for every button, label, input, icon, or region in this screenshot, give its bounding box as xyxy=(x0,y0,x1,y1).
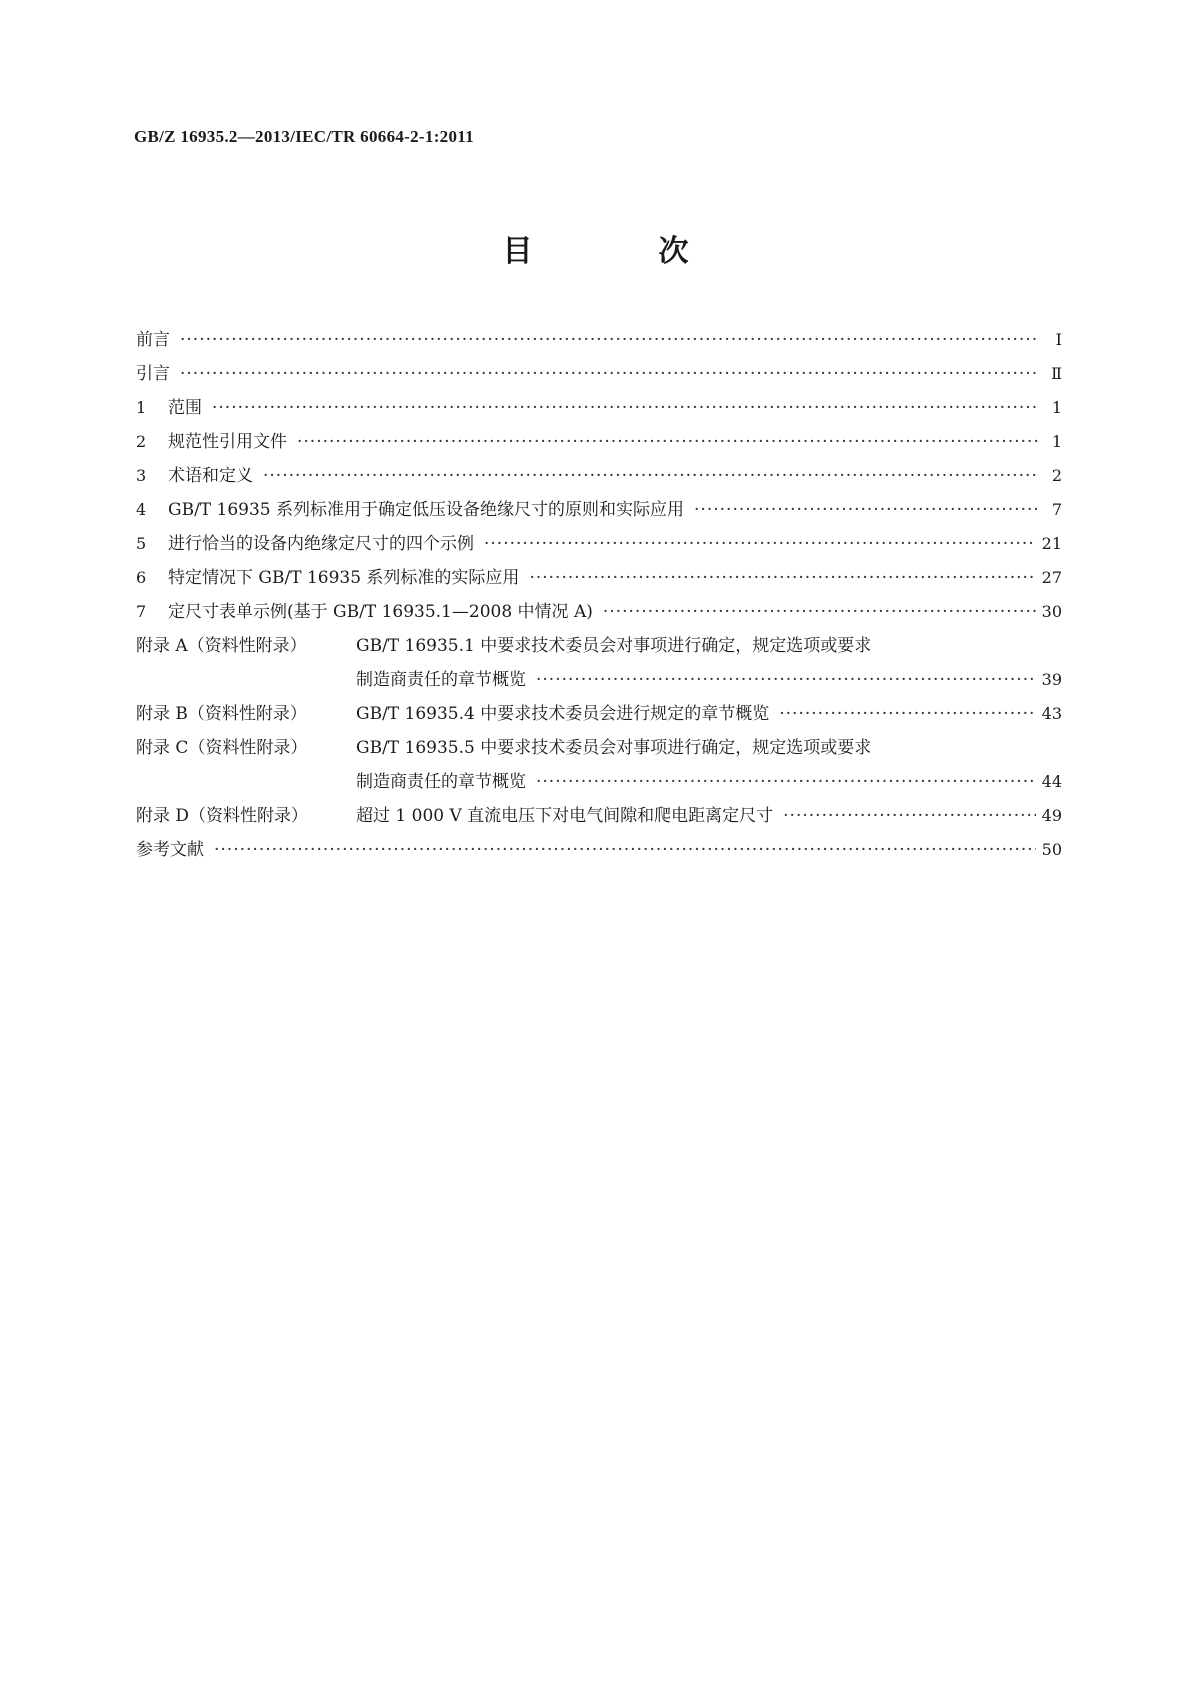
toc-entry-label: 术语和定义 xyxy=(168,466,253,486)
toc-entry-number: 1 xyxy=(136,398,147,417)
toc-page-number: 50 xyxy=(1041,840,1062,859)
toc-entry-label: 前言 xyxy=(136,330,170,350)
toc-annex-c[interactable] xyxy=(136,734,1062,762)
annex-title-line1: GB/T 16935.5 中要求技术委员会对事项进行确定，规定选项或要求 xyxy=(356,738,872,758)
toc-entry-number: 2 xyxy=(136,432,147,451)
dot-leader xyxy=(783,802,1035,830)
dot-leader xyxy=(212,394,1038,422)
toc-entry-label: 参考文献 xyxy=(136,840,204,860)
toc-entry-number: 3 xyxy=(136,466,147,485)
toc-page-number: 2 xyxy=(1051,466,1062,485)
toc-entry-bibliography[interactable] xyxy=(136,836,1062,864)
dot-leader xyxy=(180,360,1038,388)
dot-leader xyxy=(779,700,1035,728)
toc-entry-1[interactable] xyxy=(136,394,1062,422)
toc-page-number: 43 xyxy=(1041,704,1062,723)
standard-code-header: GB/Z 16935.2—2013/IEC/TR 60664-2-1:2011 xyxy=(134,127,474,146)
annex-title-line2: 制造商责任的章节概览 xyxy=(356,670,526,690)
toc-entry-label: 定尺寸表单示例(基于 GB/T 16935.1—2008 中情况 A) xyxy=(168,602,593,622)
toc-page-number: 30 xyxy=(1041,602,1062,621)
toc-page-number: 27 xyxy=(1041,568,1062,587)
annex-title-line1: 超过 1 000 V 直流电压下对电气间隙和爬电距离定尺寸 xyxy=(356,806,774,826)
toc-entry-number: 5 xyxy=(136,534,147,553)
toc-entry-label: 特定情况下 GB/T 16935 系列标准的实际应用 xyxy=(168,568,520,588)
dot-leader xyxy=(263,462,1038,490)
annex-label: 附录 D（资料性附录） xyxy=(136,806,309,826)
toc-page-number: 39 xyxy=(1041,670,1062,689)
toc-entry-label: 进行恰当的设备内绝缘定尺寸的四个示例 xyxy=(168,534,474,554)
dot-leader xyxy=(529,564,1035,592)
annex-label: 附录 C（资料性附录） xyxy=(136,738,308,758)
toc-page-number: 1 xyxy=(1051,398,1062,417)
toc-entry-3[interactable] xyxy=(136,462,1062,490)
dot-leader xyxy=(536,666,1036,694)
toc-annex-c-continued[interactable] xyxy=(136,768,1062,796)
toc-entry-introduction[interactable] xyxy=(136,360,1062,388)
annex-title-line2: 制造商责任的章节概览 xyxy=(356,772,526,792)
dot-leader xyxy=(694,496,1038,524)
toc-annex-a[interactable] xyxy=(136,632,1062,660)
toc-page-number: 49 xyxy=(1041,806,1062,825)
toc-page-number: 21 xyxy=(1041,534,1062,553)
toc-entry-number: 6 xyxy=(136,568,147,587)
toc-entry-5[interactable] xyxy=(136,530,1062,558)
toc-entry-number: 4 xyxy=(136,500,147,519)
dot-leader xyxy=(536,768,1036,796)
toc-entry-foreword[interactable] xyxy=(136,326,1062,354)
dot-leader xyxy=(297,428,1038,456)
toc-entry-label: GB/T 16935 系列标准用于确定低压设备绝缘尺寸的原则和实际应用 xyxy=(168,500,685,520)
toc-entry-2[interactable] xyxy=(136,428,1062,456)
toc-entry-label: 范围 xyxy=(168,398,202,418)
dot-leader xyxy=(180,326,1038,354)
toc-page-number: 1 xyxy=(1051,432,1062,451)
toc-annex-b[interactable] xyxy=(136,700,1062,728)
annex-title-line1: GB/T 16935.1 中要求技术委员会对事项进行确定，规定选项或要求 xyxy=(356,636,872,656)
toc-entry-label: 引言 xyxy=(136,364,170,384)
dot-leader xyxy=(603,598,1036,626)
toc-page-number: 7 xyxy=(1051,500,1062,519)
toc-page-number: 44 xyxy=(1041,772,1062,791)
toc-page-number: Ⅱ xyxy=(1051,364,1062,383)
toc-title: 目 次 xyxy=(502,234,737,269)
toc-entry-number: 7 xyxy=(136,602,147,621)
dot-leader xyxy=(484,530,1036,558)
toc-annex-d[interactable] xyxy=(136,802,1062,830)
toc-entry-7[interactable] xyxy=(136,598,1062,626)
annex-label: 附录 B（资料性附录） xyxy=(136,704,307,724)
toc-entry-4[interactable] xyxy=(136,496,1062,524)
toc-entry-label: 规范性引用文件 xyxy=(168,432,287,452)
toc-entry-6[interactable] xyxy=(136,564,1062,592)
annex-label: 附录 A（资料性附录） xyxy=(136,636,307,656)
toc-page-number: Ⅰ xyxy=(1055,330,1062,349)
dot-leader xyxy=(214,836,1036,864)
toc-annex-a-continued[interactable] xyxy=(136,666,1062,694)
annex-title-line1: GB/T 16935.4 中要求技术委员会进行规定的章节概览 xyxy=(356,704,770,724)
